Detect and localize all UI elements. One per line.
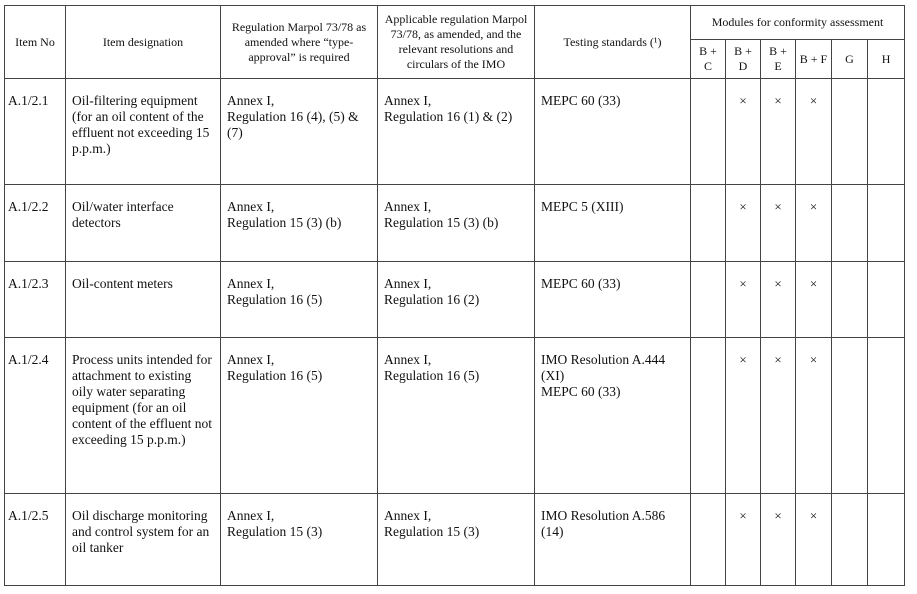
item-number: A.1/2.2 [5,185,66,262]
module-bd-mark: × [726,185,761,262]
item-number: A.1/2.3 [5,262,66,338]
header-module-h: H [868,40,905,79]
header-module-g: G [832,40,868,79]
reg-annex: Annex I, [384,276,432,291]
testing-standard-line: IMO Resolution A.444 (XI) [541,352,666,383]
header-module-bf: B + F [796,40,832,79]
reg-type-approval [221,494,378,586]
module-bf-mark: × [796,185,832,262]
reg-regulation: Regulation 16 (2) [384,292,480,307]
conformity-table-container [4,5,904,586]
header-module-be: B + E [761,40,796,79]
reg-type-approval [221,79,378,185]
module-h-mark [868,262,905,338]
reg-regulation: Regulation 16 (5) [384,368,480,383]
module-h-mark [868,185,905,262]
reg-annex: Annex I, [384,352,432,367]
module-bc-mark [691,338,726,494]
applicable-reg [378,338,535,494]
item-designation: Oil-filtering equipment (for an oil content of the effluent not exceeding 15 p.p.m.) [66,79,221,185]
module-bd-mark: × [726,494,761,586]
table-row [5,79,905,185]
testing-standard: MEPC 5 (XIII) [535,185,691,262]
module-g-mark [832,338,868,494]
header-testing-standards: Testing standards (¹) [535,6,691,79]
module-bc-mark [691,494,726,586]
applicable-reg [378,79,535,185]
reg-regulation: Regulation 15 (3) [384,524,480,539]
reg-regulation: Regulation 16 (5) [227,292,323,307]
module-h-mark [868,79,905,185]
module-bf-mark: × [796,79,832,185]
table-row [5,262,905,338]
item-designation: Oil discharge monitoring and control system for an oil tanker [66,494,221,586]
applicable-reg [378,185,535,262]
header-row-1 [5,6,905,40]
table-row [5,338,905,494]
reg-annex: Annex I, [227,352,275,367]
module-be-mark: × [761,338,796,494]
module-g-mark [832,185,868,262]
applicable-reg [378,494,535,586]
applicable-reg [378,262,535,338]
reg-regulation: Regulation 16 (5) [227,368,323,383]
table-row [5,185,905,262]
item-designation: Oil-content meters [66,262,221,338]
header-designation: Item designation [66,6,221,79]
item-designation: Process units intended for attachment to existing oily water separating equipment (for an oil content of the effluent not exceeding 15 p.p.m.) [66,338,221,494]
module-be-mark: × [761,262,796,338]
testing-standard: MEPC 60 (33) [535,262,691,338]
reg-annex: Annex I, [384,199,432,214]
item-number: A.1/2.5 [5,494,66,586]
reg-type-approval [221,262,378,338]
testing-standard-line: MEPC 60 (33) [541,384,621,399]
module-bf-mark: × [796,494,832,586]
module-be-mark: × [761,185,796,262]
reg-type-approval [221,338,378,494]
module-bd-mark: × [726,338,761,494]
module-g-mark [832,262,868,338]
conformity-table [4,5,905,586]
module-bd-mark: × [726,79,761,185]
reg-annex: Annex I, [384,508,432,523]
table-row [5,494,905,586]
item-designation: Oil/water interface detectors [66,185,221,262]
module-be-mark: × [761,79,796,185]
module-g-mark [832,79,868,185]
header-reg-type-approval: Regulation Marpol 73/78 as amended where “type-approval” is required [221,6,378,79]
header-modules: Modules for conformity assessment [691,6,905,40]
reg-regulation: Regulation 15 (3) (b) [227,215,342,230]
module-bf-mark: × [796,338,832,494]
module-bd-mark: × [726,262,761,338]
reg-annex: Annex I, [227,199,275,214]
module-be-mark: × [761,494,796,586]
module-bf-mark: × [796,262,832,338]
testing-standard: MEPC 60 (33) [535,79,691,185]
header-applicable-reg: Applicable regulation Marpol 73/78, as amended, and the relevant resolutions and circulars of the IMO [378,6,535,79]
module-bc-mark [691,262,726,338]
reg-annex: Annex I, [227,508,275,523]
reg-regulation: Regulation 15 (3) [227,524,323,539]
module-bc-mark [691,79,726,185]
reg-regulation: Regulation 15 (3) (b) [384,215,499,230]
reg-regulation: Regulation 16 (1) & (2) [384,109,513,124]
reg-annex: Annex I, [227,276,275,291]
module-g-mark [832,494,868,586]
item-number: A.1/2.4 [5,338,66,494]
reg-regulation: Regulation 16 (4), (5) & (7) [227,109,359,140]
reg-annex: Annex I, [384,93,432,108]
module-h-mark [868,494,905,586]
reg-annex: Annex I, [227,93,275,108]
header-module-bd: B + D [726,40,761,79]
header-module-bc: B + C [691,40,726,79]
reg-type-approval [221,185,378,262]
item-number: A.1/2.1 [5,79,66,185]
testing-standard: IMO Resolution A.586 (14) [535,494,691,586]
header-item-no: Item No [5,6,66,79]
testing-standard [535,338,691,494]
module-bc-mark [691,185,726,262]
module-h-mark [868,338,905,494]
